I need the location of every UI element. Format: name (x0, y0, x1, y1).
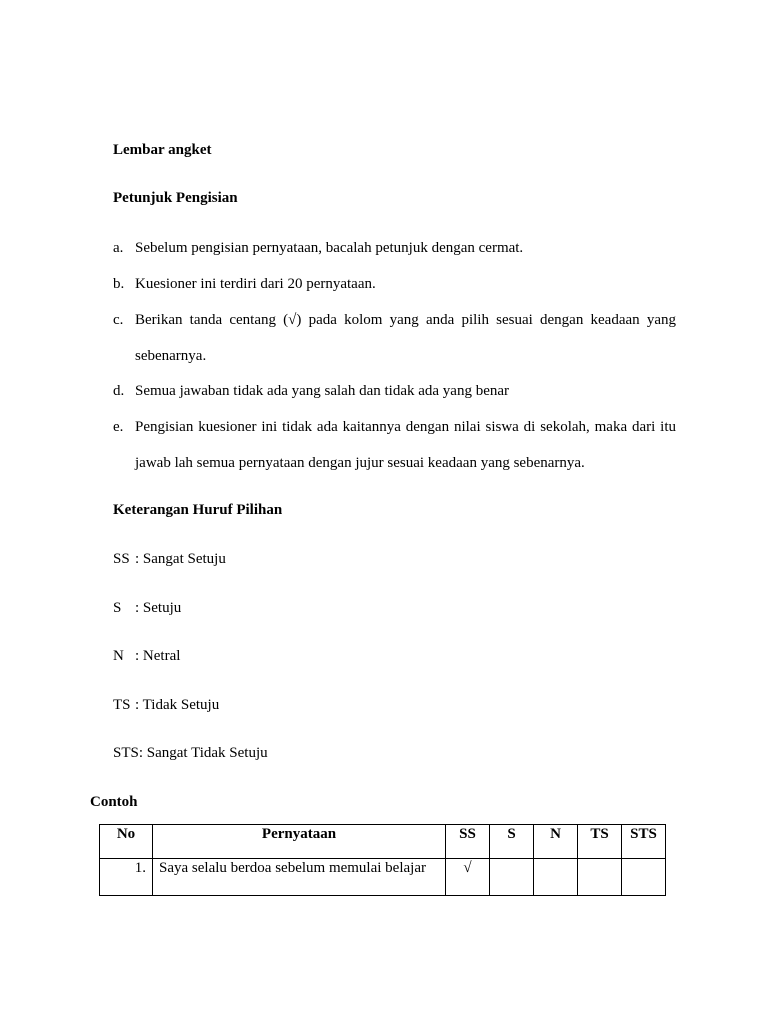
legend-abbr: TS (113, 697, 131, 713)
instructions-heading: Petunjuk Pengisian (113, 190, 238, 206)
instruction-item-c (113, 302, 676, 374)
column-header-ss: SS (446, 825, 490, 859)
legend-item-ts (113, 697, 219, 714)
example-heading: Contoh (90, 794, 138, 810)
instruction-item-e (113, 409, 676, 481)
legend-item-n (113, 648, 180, 665)
legend-desc: : Sangat Setuju (135, 551, 226, 567)
column-header-sts: STS (622, 825, 666, 859)
legend-item-sts (113, 745, 268, 762)
instruction-text: Pengisian kuesioner ini tidak ada kaitannya dengan nilai siswa di sekolah, maka dari itu jawab lah semua pernyataan dengan jujur sesuai keadaan yang sebenarnya. (135, 419, 676, 471)
legend-desc: : Sangat Tidak Setuju (138, 745, 268, 761)
answer-cell-s (490, 859, 534, 896)
list-marker: c. (113, 312, 124, 328)
table-header-row (100, 825, 666, 859)
legend-abbr: N (113, 648, 124, 664)
legend-desc: : Tidak Setuju (135, 697, 220, 713)
column-header-ts: TS (578, 825, 622, 859)
column-header-no: No (100, 825, 153, 859)
answer-cell-ts (578, 859, 622, 896)
example-table (99, 824, 666, 896)
list-marker: b. (113, 276, 125, 292)
legend-item-s (113, 600, 181, 617)
table-row (100, 859, 666, 896)
answer-cell-sts (622, 859, 666, 896)
legend-desc: : Setuju (135, 600, 182, 616)
column-header-s: S (490, 825, 534, 859)
document-title: Lembar angket (113, 142, 212, 158)
legend-abbr: STS (113, 745, 139, 761)
row-number: 1. (100, 859, 153, 896)
legend-desc: : Netral (135, 648, 181, 664)
instruction-item-d (113, 373, 676, 409)
instruction-text: Semua jawaban tidak ada yang salah dan tidak ada yang benar (135, 383, 510, 399)
legend-heading: Keterangan Huruf Pilihan (113, 502, 283, 518)
answer-cell-ss: √ (446, 859, 490, 896)
instruction-item-b (113, 266, 676, 302)
list-marker: a. (113, 240, 124, 256)
instruction-text: Kuesioner ini terdiri dari 20 pernyataan. (135, 276, 376, 292)
legend-abbr: S (113, 600, 122, 616)
list-marker: e. (113, 419, 124, 435)
instruction-text: Sebelum pengisian pernyataan, bacalah petunjuk dengan cermat. (135, 240, 524, 256)
instruction-item-a (113, 230, 676, 266)
instruction-text: Berikan tanda centang (√) pada kolom yang anda pilih sesuai dengan keadaan yang sebenarnya. (135, 312, 676, 364)
answer-cell-n (534, 859, 578, 896)
column-header-statement: Pernyataan (153, 825, 446, 859)
legend-item-ss (113, 551, 226, 568)
column-header-n: N (534, 825, 578, 859)
row-statement: Saya selalu berdoa sebelum memulai belajar (153, 859, 446, 896)
legend-abbr: SS (113, 551, 130, 567)
list-marker: d. (113, 383, 125, 399)
